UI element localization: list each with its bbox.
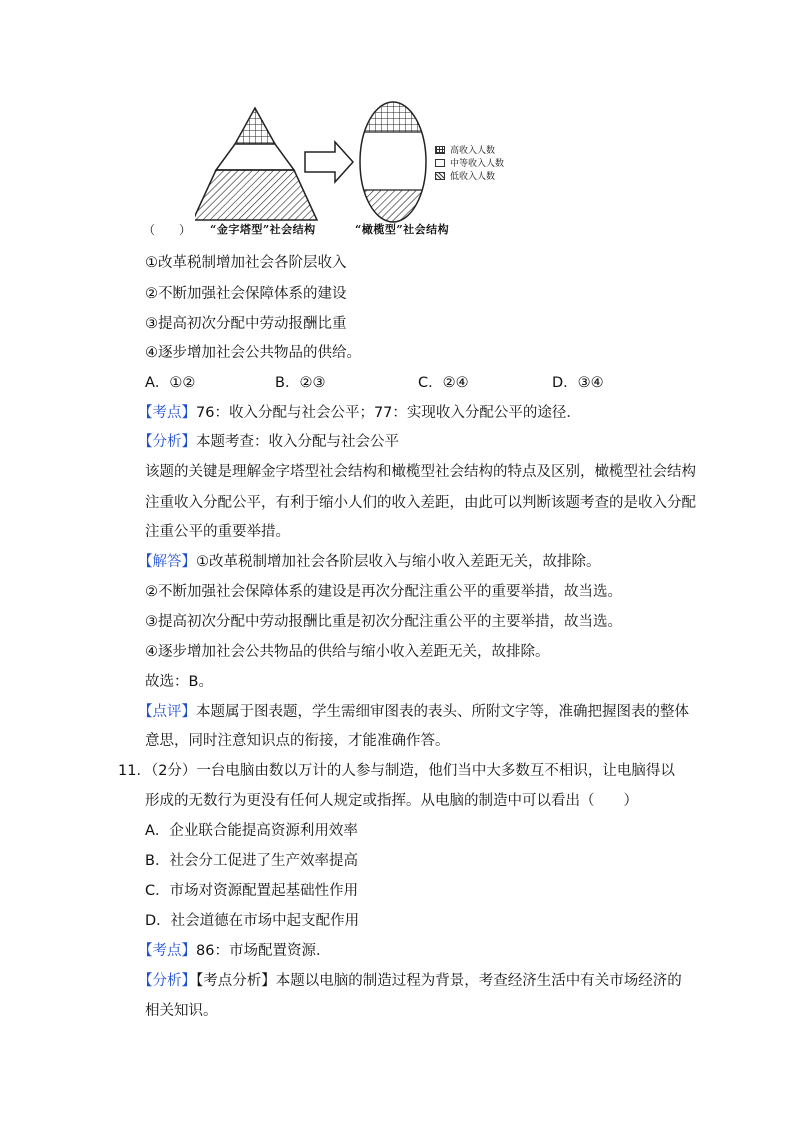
fenxi-tag: 【分析】 bbox=[138, 973, 196, 989]
q11-option-b: B．社会分工促进了生产效率提高 bbox=[145, 853, 358, 869]
kaodian-tag: 【考点】 bbox=[138, 943, 196, 959]
q10-fenxi-line-2: 注重收入分配公平，有利于缩小人们的收入差距，由此可以判断该题考查的是收入分配 bbox=[145, 495, 696, 511]
q11-stem: 11．（2分）一台电脑由数以万计的人参与制造，他们当中大多数互不相识，让电脑得以 bbox=[118, 763, 675, 779]
q10-fenxi: 【分析】本题考查：收入分配与社会公平 bbox=[138, 434, 399, 450]
q11-option-a: A．企业联合能提高资源利用效率 bbox=[145, 823, 358, 839]
q10-dianping-line-2: 意思，同时注意知识点的衔接，才能准确作答。 bbox=[145, 733, 450, 749]
q10-item-3: ③提高初次分配中劳动报酬比重 bbox=[145, 316, 347, 332]
caption-pyramid: “金字塔型”社会结构 bbox=[210, 223, 316, 236]
fenxi-tag: 【分析】 bbox=[138, 434, 196, 450]
q11-option-c: C．市场对资源配置起基础性作用 bbox=[145, 883, 359, 899]
grid-swatch-icon bbox=[435, 146, 445, 154]
q10-fenxi-line-1: 该题的关键是理解金字塔型社会结构和橄榄型社会结构的特点及区别，橄榄型社会结构 bbox=[145, 464, 696, 480]
q10-fenxi-line-3: 注重公平的重要举措。 bbox=[145, 524, 290, 540]
blank-swatch-icon bbox=[435, 159, 445, 167]
pyramid-shape bbox=[195, 108, 317, 220]
kaodian-tag: 【考点】 bbox=[138, 405, 196, 421]
dianping-tag: 【点评】 bbox=[138, 704, 196, 720]
answer-bracket: （ ） bbox=[143, 223, 192, 237]
figure-legend bbox=[435, 143, 504, 182]
q10-jieda: 【解答】①改革税制增加社会各阶层收入与缩小收入差距无关，故排除。 bbox=[138, 554, 601, 570]
q10-kaodian: 【考点】76：收入分配与社会公平；77：实现收入分配公平的途径． bbox=[138, 405, 581, 421]
arrow-shape bbox=[305, 142, 353, 182]
q10-option-a: A．①② bbox=[145, 375, 196, 391]
q10-dianping: 【点评】本题属于图表题，学生需细审图表的表头、所附文字等，准确把握图表的整体 bbox=[138, 704, 689, 720]
q11-kaodian: 【考点】86：市场配置资源． bbox=[138, 943, 331, 959]
q10-option-c: C．②④ bbox=[418, 375, 469, 391]
q10-jieda-line-2: ②不断加强社会保障体系的建设是再次分配注重公平的重要举措，故当选。 bbox=[145, 584, 622, 600]
jieda-tag: 【解答】 bbox=[138, 554, 196, 570]
legend-item-middle: 中等收入人数 bbox=[435, 156, 504, 169]
olive-shape bbox=[355, 100, 435, 225]
caption-olive: “橄榄型”社会结构 bbox=[355, 223, 450, 236]
q10-item-4: ④逐步增加社会公共物品的供给。 bbox=[145, 345, 361, 361]
q11-fenxi-line-2: 相关知识。 bbox=[145, 1003, 218, 1019]
q11-fenxi: 【分析】【考点分析】本题以电脑的制造过程为背景，考查经济生活中有关市场经济的 bbox=[138, 973, 682, 989]
q10-jieda-line-3: ③提高初次分配中劳动报酬比重是初次分配注重公平的主要举措，故当选。 bbox=[145, 614, 622, 630]
q11-stem-line-2: 形成的无数行为更没有任何人规定或指挥。从电脑的制造中可以看出（ ） bbox=[145, 793, 638, 809]
q10-item-1: ①改革税制增加社会各阶层收入 bbox=[145, 255, 347, 271]
q10-option-b: B．②③ bbox=[275, 375, 326, 391]
q10-item-2: ②不断加强社会保障体系的建设 bbox=[145, 286, 347, 302]
q10-answer: 故选：B。 bbox=[145, 674, 213, 690]
legend-item-high: 高收入人数 bbox=[435, 143, 504, 156]
q10-jieda-line-4: ④逐步增加社会公共物品的供给与缩小收入差距无关，故排除。 bbox=[145, 644, 550, 660]
legend-item-low: 低收入人数 bbox=[435, 169, 504, 182]
q10-option-d: D．③④ bbox=[552, 375, 604, 391]
q11-option-d: D．社会道德在市场中起支配作用 bbox=[145, 913, 360, 929]
hatch-swatch-icon bbox=[435, 172, 445, 180]
